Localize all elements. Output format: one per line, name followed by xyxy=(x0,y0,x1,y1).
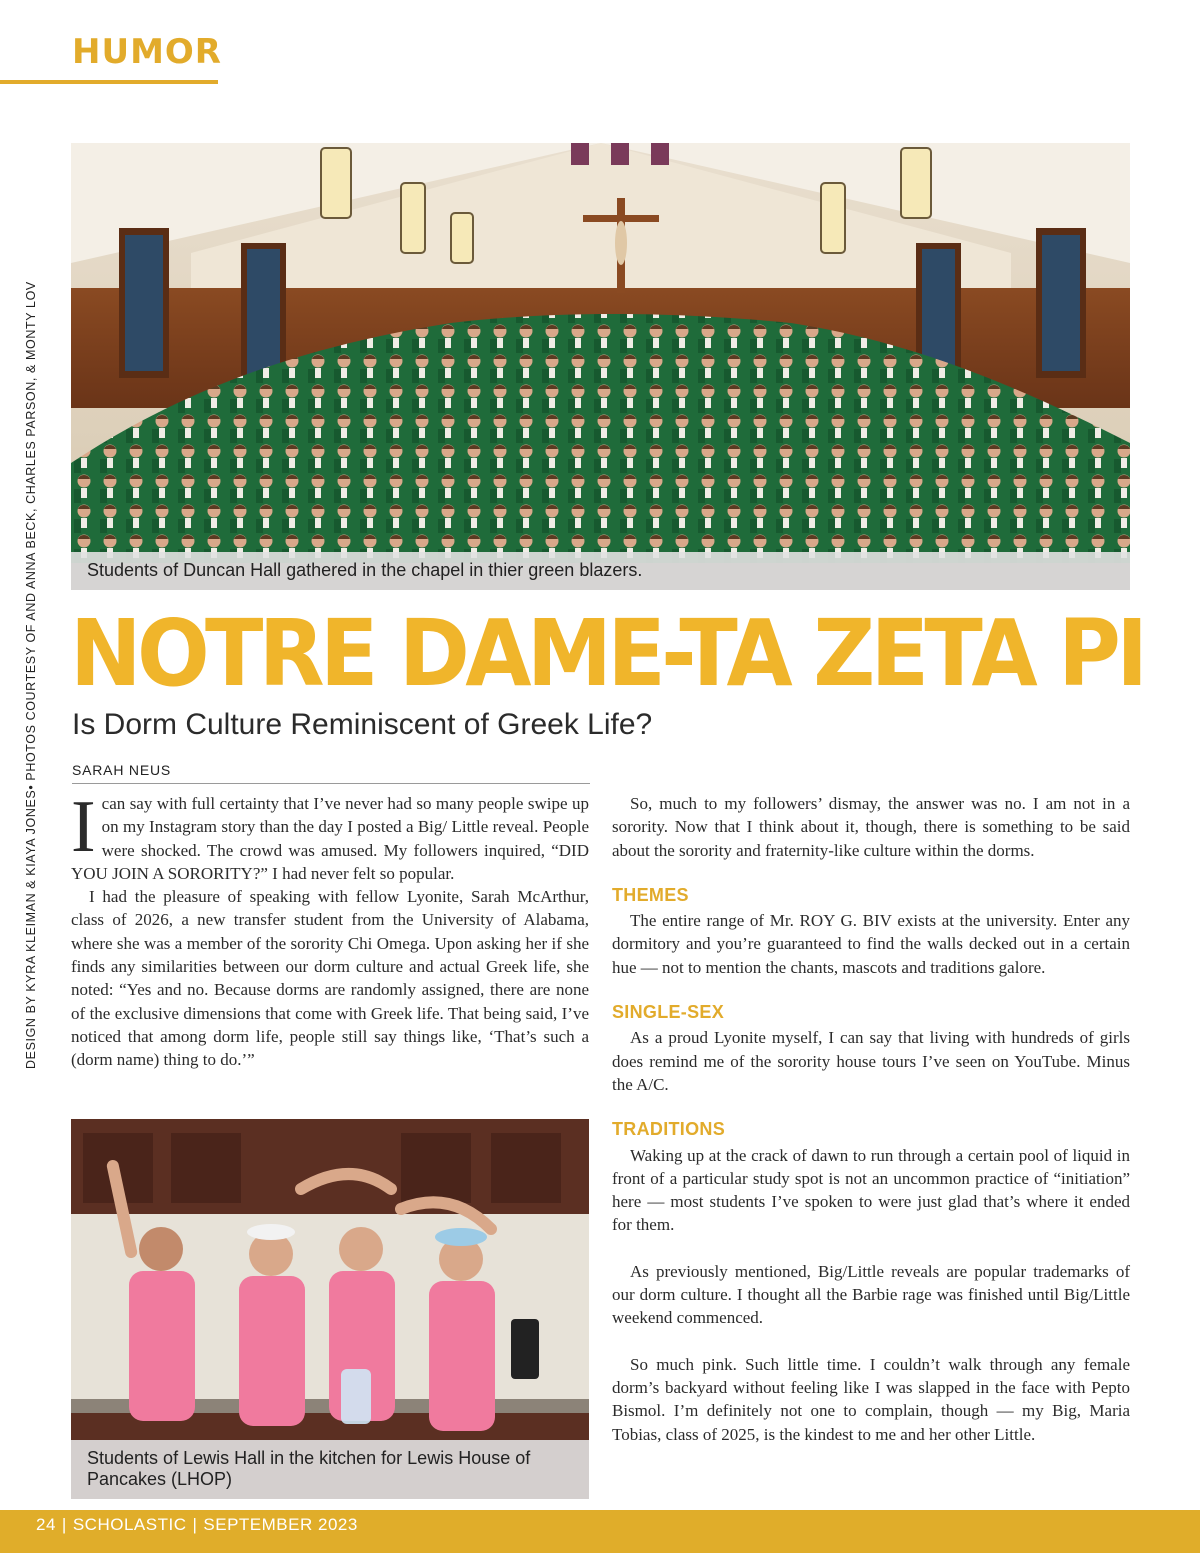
lewis-hall-photo xyxy=(71,1119,589,1499)
publication-name: SCHOLASTIC xyxy=(72,1515,187,1534)
traditions-heading: TRADITIONS xyxy=(612,1119,725,1140)
byline: SARAH NEUS xyxy=(72,762,172,778)
drop-cap: I xyxy=(71,786,96,868)
duncan-hall-photo xyxy=(71,143,1130,590)
subhead: Is Dorm Culture Reminiscent of Greek Life? xyxy=(72,708,653,741)
intro-paragraph xyxy=(71,786,589,885)
byline-rule xyxy=(72,783,590,784)
headline: NOTRE DAME-TA ZETA PI xyxy=(70,600,1144,707)
page-number: 24 xyxy=(36,1515,56,1534)
single-sex-paragraph: As a proud Lyonite myself, I can say that living with hundreds of girls does remind me of the sorority house tours I’ve seen on YouTube. Minus the A/C. xyxy=(612,1028,1130,1094)
right-column xyxy=(612,792,1130,1446)
section-rule xyxy=(0,80,218,84)
section-label: HUMOR xyxy=(72,32,222,72)
footer xyxy=(36,1515,358,1535)
single-sex-heading: SINGLE-SEX xyxy=(612,1002,725,1023)
intro-text: can say with full certainty that I’ve never had so many people swipe up on my Instagram story than the day I posted a Big/ Little reveal. People were shocked. The crowd was amused. My followers inquired, “DID YOU JOIN A SORORITY?” I had never felt so popular. xyxy=(71,794,589,883)
themes-paragraph: The entire range of Mr. ROY G. BIV exists at the university. Enter any dormitory and you’re guaranteed to find the walls decked out in a certain hue — not to mention the chants, mascots and traditions galore. xyxy=(612,911,1130,977)
interview-paragraph: I had the pleasure of speaking with fellow Lyonite, Sarah McArthur, class of 2026, a new transfer student from the University of Alabama, where she was a member of the sorority Chi Omega. Upon asking her if she finds any similarities between our dorm culture and actual Greek life, she noted: “Yes and no. Because dorms are randomly assigned, there are none of the exclusive dimensions that come with Greek life. That being said, I’ve noticed that among dorm life, people still say things like, ‘That’s such a (dorm name) thing to do.’” xyxy=(71,887,589,1070)
chapel-illustration xyxy=(71,143,1130,590)
duncan-hall-caption: Students of Duncan Hall gathered in the chapel in thier green blazers. xyxy=(71,552,1130,590)
themes-heading: THEMES xyxy=(612,884,689,905)
issue-date: SEPTEMBER 2023 xyxy=(203,1515,358,1534)
left-column xyxy=(71,786,589,1072)
photo-credit: DESIGN BY KYRA KLEIMAN & KIAYA JONES• PHOTOS COURTESY OF AND ANNA BECK, CHARLES PARSON, & MONTY LOV xyxy=(24,281,38,1069)
traditions-paragraph-3: So much pink. Such little time. I couldn’t walk through any female dorm’s backyard without feeling like I was slapped in the face with Pepto Bismol. I’m definitely not one to complain, though — my Big, Maria Tobias, class of 2025, is the kindest to me and her other Little. xyxy=(612,1354,1130,1444)
separator: | xyxy=(192,1515,198,1534)
answer-paragraph: So, much to my followers’ dismay, the answer was no. I am not in a sorority. Now that I think about it, though, there is something to be said about the sorority and fraternity-like culture within the dorms. xyxy=(612,794,1130,860)
traditions-paragraph-2: As previously mentioned, Big/Little reveals are popular trademarks of our dorm culture. I thought all the Barbie rage was finished until Big/Little weekend commenced. xyxy=(612,1261,1130,1328)
lewis-hall-caption: Students of Lewis Hall in the kitchen for Lewis House of Pancakes (LHOP) xyxy=(71,1440,589,1499)
traditions-paragraph-1: Waking up at the crack of dawn to run through a certain pool of liquid in front of a particular study spot is not an uncommon practice of “initiation” here — most students I’ve spoken to were just glad that’s where it ended for them. xyxy=(612,1145,1130,1235)
separator: | xyxy=(61,1515,67,1534)
